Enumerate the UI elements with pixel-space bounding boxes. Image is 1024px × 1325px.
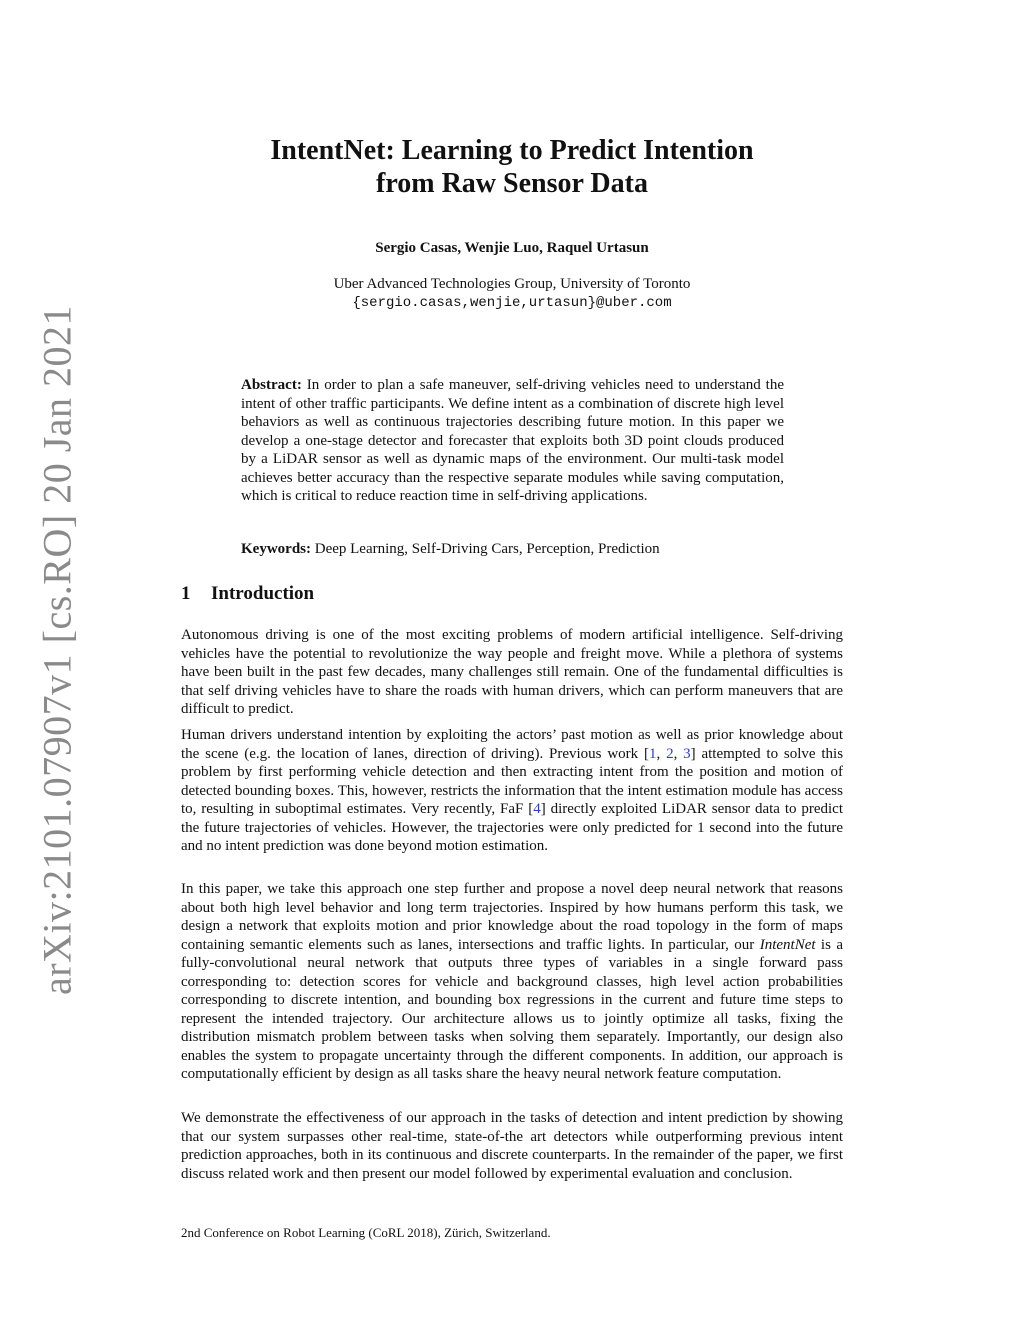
intro-paragraph-1: Autonomous driving is one of the most exciting problems of modern artificial intelligence. Self-driving vehicles have the potential to revolutionize the way people and freight move. While a plethora of systems have been built in the past few decades, many challenges still remain. One of the fundamental difficulties is that self driving vehicles have to share the roads with human drivers, which can perform maneuvers that are difficult to predict.: [181, 627, 843, 717]
abstract-label: Abstract:: [241, 377, 302, 393]
section-title: Introduction: [211, 583, 315, 604]
author-emails: {sergio.casas,wenjie,urtasun}@uber.com: [352, 295, 672, 311]
abstract: [241, 376, 784, 506]
title-line-2: from Raw Sensor Data: [376, 168, 648, 199]
paragraph-text: Human drivers understand intention by exploiting the actors’ past motion as well as prior knowledge about the scene (e.g. the location of lanes, direction of driving). Previous work [: [181, 727, 843, 762]
arxiv-identifier: arXiv:2101.07907v1 [cs.RO] 20 Jan 2021: [34, 304, 80, 996]
intro-paragraph-2: [181, 726, 843, 856]
affiliation-block: [0, 275, 1024, 313]
keywords-text: Deep Learning, Self-Driving Cars, Perception, Prediction: [314, 541, 660, 557]
citation-link-2[interactable]: 2: [666, 745, 674, 762]
paragraph-text: In this paper, we take this approach one step further and propose a novel deep neural network that reasons about both high level behavior and long term trajectories. Inspired by how humans perform this task, we design a network that exploits motion and prior knowledge about the road topology in the form of maps containing semantic elements such as lanes, intersections and traffic lights. In particular, our: [181, 881, 843, 953]
intro-paragraph-3: [181, 880, 843, 1084]
paragraph-text: is a fully-convolutional neural network that outputs three types of variables in a single forward pass corresponding to: detection scores for vehicle and background classes, high level action probabilities corresponding to discrete intention, and bounding box regressions in the current and future time steps to represent the intended trajectory. Our architecture allows us to jointly optimize all tasks, fixing the distribution mismatch problem between tasks when solving them separately. Importantly, our design also enables the system to propagate uncertainty through the different components. In addition, our approach is computationally efficient by design as all tasks share the heavy neural network feature computation.: [181, 936, 843, 1082]
abstract-text: In order to plan a safe maneuver, self-driving vehicles need to understand the intent of other traffic participants. We define intent as a combination of discrete high level behaviors as well as continuous trajectories describing future motion. In this paper we develop a one-stage detector and forecaster that exploits both 3D point clouds produced by a LiDAR sensor as well as dynamic maps of the environment. Our multi-task model achieves better accuracy than the respective separate modules while saving computation, which is critical to reduce reaction time in self-driving applications.: [241, 377, 784, 504]
affiliation: Uber Advanced Technologies Group, University of Toronto: [333, 276, 691, 292]
paragraph-text: ] directly exploited LiDAR sensor data to predict the future trajectories of vehicles. However, the trajectories were only predicted for 1 second into the future and no intent prediction was done beyond motion estimation.: [181, 801, 844, 854]
authors: Sergio Casas, Wenjie Luo, Raquel Urtasun: [375, 240, 649, 256]
citation-link-3[interactable]: 3: [683, 745, 691, 762]
keywords-label: Keywords:: [241, 541, 311, 557]
section-number: 1: [181, 583, 191, 604]
model-name-emphasis: IntentNet: [759, 936, 816, 953]
citation-link-4[interactable]: 4: [533, 801, 541, 817]
paragraph-text: ] attempted to solve this problem by first performing vehicle detection and then extracting intent from the position and motion of detected bounding boxes. This, however, restricts the information that the intent estimation module has access to, resulting in suboptimal estimates. Very recently, FaF [: [181, 745, 844, 817]
title-line-1: IntentNet: Learning to Predict Intention: [270, 135, 754, 166]
citation-separator: ,: [656, 745, 667, 762]
section-heading-introduction: [181, 583, 314, 605]
citation-link-1[interactable]: 1: [648, 745, 657, 762]
paper-title: [0, 134, 1024, 200]
citation-separator: ,: [673, 745, 684, 762]
keywords: [241, 540, 784, 559]
intro-paragraph-4: We demonstrate the effectiveness of our approach in the tasks of detection and intent prediction by showing that our system surpasses other real-time, state-of-the art detectors while outperforming previous intent prediction approaches, both in its continuous and discrete counterparts. In the remainder of the paper, we first discuss related work and then present our model followed by experimental evaluation and conclusion.: [181, 1110, 843, 1182]
conference-footnote: 2nd Conference on Robot Learning (CoRL 2018), Zürich, Switzerland.: [181, 1225, 551, 1240]
